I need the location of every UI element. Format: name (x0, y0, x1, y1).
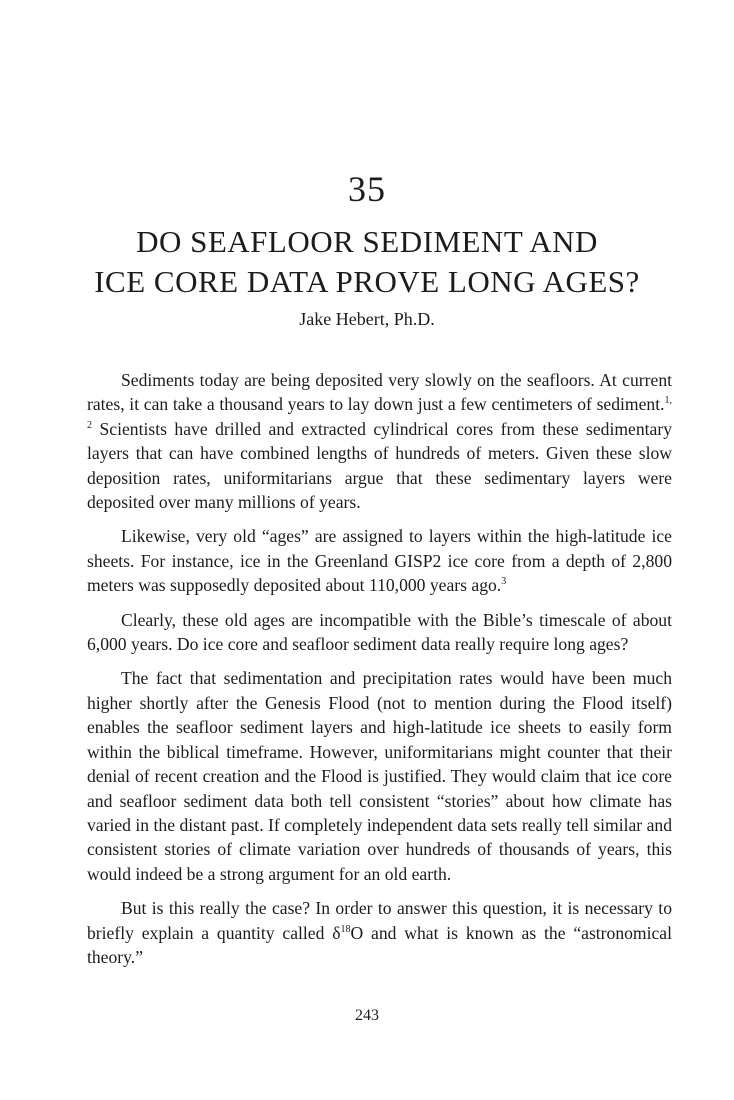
footnote-ref-3: 3 (501, 576, 507, 588)
paragraph-2 (87, 524, 672, 597)
chapter-number: 35 (348, 169, 386, 209)
chapter-title (40, 222, 694, 302)
paragraph-5-text-a: But is this really the case? In order to answer this question, it is necessary to briefly explain a quantity called δ (87, 898, 672, 943)
paragraph-5-text-b: O and what is known as the “astronomical theory.” (87, 922, 673, 967)
paragraph-1 (87, 368, 672, 514)
paragraph-1-text-a: Sediments today are being deposited very slowly on the seafloors. At current rates, it can take a thousand years to lay down just a few centimeters of sediment. (87, 370, 672, 415)
body-text (87, 368, 672, 979)
paragraph-5 (87, 896, 672, 969)
author-byline: Jake Hebert, Ph.D. (299, 309, 435, 329)
page-number: 243 (355, 1007, 379, 1024)
paragraph-2-text: Likewise, very old “ages” are assigned to layers within the high-latitude ice sheets. For instance, ice in the Greenland GISP2 ice core from a depth of 2,800 meters was supposedly deposited about 110,000 years ago. (87, 526, 672, 596)
isotope-superscript: 18 (340, 923, 351, 935)
paragraph-3: Clearly, these old ages are incompatible with the Bible’s timescale of about 6,000 years. Do ice core and seafloor sediment data really require long ages? (87, 609, 672, 655)
paragraph-1-text-b: Scientists have drilled and extracted cylindrical cores from these sedimentary layers that can have combined lengths of hundreds of meters. Given these slow deposition rates, uniformitarians argue that these sedimentary layers were deposited over many millions of years. (87, 418, 672, 513)
chapter-title-line-1: DO SEAFLOOR SEDIMENT AND (136, 224, 598, 259)
footnote-ref-1-2: 1, 2 (87, 395, 672, 431)
chapter-title-line-2: ICE CORE DATA PROVE LONG AGES? (94, 264, 640, 299)
paragraph-4: The fact that sedimentation and precipitation rates would have been much higher shortly after the Genesis Flood (not to mention during the Flood itself) enables the seafloor sediment layers and high-latitude ice sheets to easily form within the biblical timeframe. However, uniformitarians might counter that their denial of recent creation and the Flood is justified. They would claim that ice core and seafloor sediment data both tell consistent “stories” about how climate has varied in the distant past. If completely independent data sets really tell similar and consistent stories of climate variation over hundreds of thousands of years, this would indeed be a strong argument for an old earth. (87, 668, 672, 884)
